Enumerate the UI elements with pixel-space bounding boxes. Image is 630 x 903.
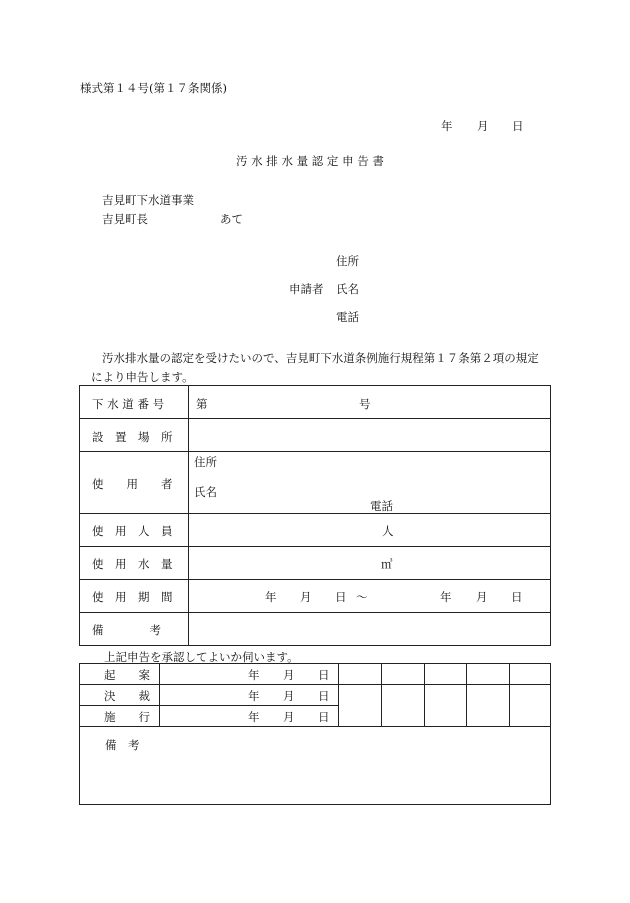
- stamp-cell[interactable]: [510, 664, 550, 683]
- stamp-row-divider: [338, 684, 551, 685]
- period-end-day: 日: [511, 590, 523, 604]
- approval-enforce-year: 年: [248, 710, 260, 724]
- sewer-number-go: 号: [359, 397, 371, 411]
- sewer-number-dai: 第: [196, 397, 208, 411]
- addressee-org: 吉見町下水道事業: [102, 193, 194, 207]
- approval-draft-day: 日: [318, 668, 330, 682]
- user-label: 使 用 者: [92, 477, 173, 491]
- stamp-cell[interactable]: [339, 664, 380, 683]
- applicant-phone-label: 電話: [336, 310, 359, 324]
- period-start-month: 月: [300, 590, 312, 604]
- row-divider: [79, 451, 551, 452]
- approval-enforce-month: 月: [283, 710, 295, 724]
- form-number: 様式第１４号(第１７条関係): [80, 81, 227, 95]
- user-address-field[interactable]: [225, 454, 545, 472]
- period-end-month: 月: [476, 590, 488, 604]
- body-text-line1: 汚水排水量の認定を受けたいので、吉見町下水道条例施行規程第１７条第２項の規定: [102, 351, 539, 365]
- approval-decision-label: 決 裁: [104, 689, 150, 703]
- row-divider: [79, 513, 551, 514]
- approval-row-divider: [79, 684, 338, 685]
- water-volume-field[interactable]: [195, 551, 375, 575]
- main-table-column-divider: [188, 385, 189, 646]
- approval-intro: 上記申告を承認してよいか伺います。: [104, 650, 299, 664]
- user-name-label: 氏名: [194, 485, 217, 499]
- approval-remarks-label: 備 考: [105, 738, 140, 752]
- usage-period-label: 使 用 期 間: [92, 590, 173, 604]
- user-name-field[interactable]: [225, 483, 545, 497]
- date-month: 月: [477, 119, 489, 133]
- applicant-label: 申請者: [289, 282, 324, 296]
- approval-decision-year: 年: [248, 689, 260, 703]
- user-phone-label: 電話: [370, 499, 393, 513]
- row-divider: [79, 612, 551, 613]
- sewer-number-field[interactable]: [215, 391, 350, 413]
- row-divider: [79, 546, 551, 547]
- addressee-head: 吉見町長: [102, 212, 148, 226]
- document-title: 汚 水 排 水 量 認 定 申 告 書: [236, 154, 384, 168]
- approval-draft-label: 起 案: [104, 668, 150, 682]
- period-end-year: 年: [440, 590, 452, 604]
- persons-field[interactable]: [195, 518, 375, 542]
- stamp-cell[interactable]: [467, 664, 508, 683]
- approval-draft-year: 年: [248, 668, 260, 682]
- water-volume-unit: ㎥: [381, 557, 393, 571]
- stamp-cell[interactable]: [382, 664, 423, 683]
- location-label: 設 置 場 所: [92, 430, 173, 444]
- applicant-name-label: 氏名: [336, 282, 359, 296]
- persons-unit: 人: [382, 524, 394, 538]
- persons-label: 使 用 人 員: [92, 524, 173, 538]
- approval-col-divider: [159, 663, 160, 726]
- approval-decision-month: 月: [283, 689, 295, 703]
- row-divider: [79, 418, 551, 419]
- approval-enforce-label: 施 行: [104, 710, 150, 724]
- row-divider: [79, 579, 551, 580]
- sewer-number-label: 下 水 道 番 号: [92, 397, 165, 411]
- period-start-day: 日: [335, 590, 347, 604]
- approval-row-divider: [79, 705, 338, 706]
- approval-draft-month: 月: [283, 668, 295, 682]
- remarks-label: 備 考: [92, 623, 161, 637]
- approval-decision-day: 日: [318, 689, 330, 703]
- stamp-cell[interactable]: [425, 664, 465, 683]
- period-start-year: 年: [265, 590, 277, 604]
- date-year: 年: [441, 119, 453, 133]
- applicant-address-label: 住所: [336, 254, 359, 268]
- period-tilde: ～: [356, 590, 368, 604]
- approval-remarks-field[interactable]: [150, 730, 546, 800]
- user-address-label: 住所: [194, 455, 217, 469]
- remarks-field[interactable]: [192, 616, 547, 642]
- water-volume-label: 使 用 水 量: [92, 557, 173, 571]
- body-text-line2: により申告します。: [91, 370, 194, 384]
- approval-enforce-day: 日: [318, 710, 330, 724]
- date-day: 日: [512, 119, 524, 133]
- location-field[interactable]: [192, 422, 547, 448]
- addressee-ate: あて: [220, 212, 243, 226]
- approval-row-divider: [79, 726, 551, 727]
